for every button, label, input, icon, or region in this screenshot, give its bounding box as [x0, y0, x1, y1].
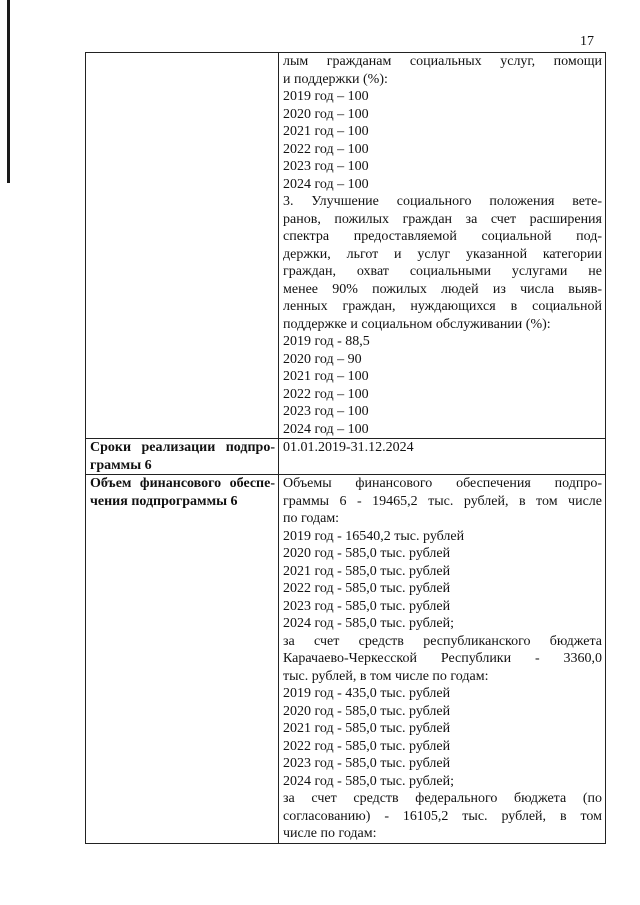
indicator-year-value: 2023 год – 100	[283, 159, 369, 174]
funding-year-value: 2022 год - 585,0 тыс. рублей	[283, 738, 451, 754]
funding-year-value: 2024 год - 585,0 тыс. рублей;	[283, 616, 455, 631]
funding-year-value: 2020 год - 585,0 тыс. рублей	[283, 703, 451, 719]
funding-year-value: 2021 год - 585,0 тыс. рублей	[283, 563, 451, 579]
funding-text-line: граммы 6 - 19465,2 тыс. рублей, в том числе	[283, 493, 602, 509]
funding-year-value: 2024 год - 585,0 тыс. рублей;	[283, 773, 455, 789]
indicator-year-value: 2019 год – 100	[283, 89, 369, 104]
indicator-year-value: 2022 год – 100	[283, 141, 369, 157]
indicator-text-line: держки, льгот и услуг указанной категории	[283, 246, 602, 262]
indicator-text-line: 3. Улучшение социального положения вете-	[283, 194, 602, 209]
funding-year-value: 2023 год - 585,0 тыс. рублей	[283, 756, 451, 771]
terms-label-line: Сроки реализации подпро-	[90, 440, 275, 455]
funding-year-value: 2019 год - 16540,2 тыс. рублей	[283, 528, 465, 544]
funding-text-line: тыс. рублей, в том числе по годам:	[283, 668, 489, 684]
indicator-year-value: 2022 год – 100	[283, 386, 369, 402]
terms-label-cell	[86, 439, 279, 475]
indicator-year-value: 2021 год – 100	[283, 369, 369, 384]
indicator-text-line: поддержке и социальном обслуживании (%):	[283, 316, 551, 332]
funding-text-line: по годам:	[283, 511, 340, 526]
indicator-text-line: менее 90% пожилых людей из числа выяв-	[283, 281, 602, 297]
subprogram-passport-table	[85, 52, 606, 844]
indicators-value-cell	[279, 53, 606, 439]
indicator-text-line: и поддержки (%):	[283, 71, 388, 87]
funding-row	[86, 475, 606, 844]
indicator-year-value: 2024 год – 100	[283, 421, 369, 437]
funding-value-cell	[279, 475, 606, 844]
terms-label-line: граммы 6	[90, 457, 152, 473]
page-number: 17	[580, 34, 594, 49]
indicator-text-line: граждан, охват социальными услугами не	[283, 264, 602, 279]
funding-text-line: за счет средств республиканского бюджета	[283, 633, 602, 649]
indicator-year-value: 2020 год – 100	[283, 106, 369, 122]
funding-year-value: 2020 год - 585,0 тыс. рублей	[283, 546, 451, 561]
funding-text-line: за счет средств федерального бюджета (по	[283, 791, 602, 806]
terms-value-cell	[279, 439, 606, 475]
indicator-year-value: 2021 год – 100	[283, 124, 369, 139]
terms-value: 01.01.2019-31.12.2024	[283, 440, 414, 455]
indicator-year-value: 2019 год - 88,5	[283, 334, 370, 349]
terms-row	[86, 439, 606, 475]
funding-text-line: Карачаево-Черкесской Республики - 3360,0	[283, 651, 602, 666]
indicator-year-value: 2023 год – 100	[283, 404, 369, 419]
funding-year-value: 2019 год - 435,0 тыс. рублей	[283, 686, 451, 701]
funding-text-line: числе по годам:	[283, 826, 377, 841]
funding-year-value: 2022 год - 585,0 тыс. рублей	[283, 581, 451, 596]
funding-text-line: согласованию) - 16105,2 тыс. рублей, в том	[283, 808, 602, 824]
funding-year-value: 2021 год - 585,0 тыс. рублей	[283, 721, 451, 736]
funding-year-value: 2023 год - 585,0 тыс. рублей	[283, 598, 451, 614]
indicators-label-cell	[86, 53, 279, 439]
funding-label-cell	[86, 475, 279, 844]
indicator-year-value: 2020 год – 90	[283, 351, 362, 367]
indicator-text-line: ленных граждан, нуждающихся в социальной	[283, 299, 602, 314]
indicator-text-line: спектра предоставляемой социальной под-	[283, 229, 602, 244]
scan-edge-mark	[7, 0, 10, 183]
indicator-text-line: лым гражданам социальных услуг, помощи	[283, 54, 602, 69]
funding-label-line: чения подпрограммы 6	[90, 493, 238, 509]
indicator-year-value: 2024 год – 100	[283, 176, 369, 192]
indicators-row	[86, 53, 606, 439]
funding-text-line: Объемы финансового обеспечения подпро-	[283, 476, 602, 491]
funding-label-line: Объем финансового обеспе-	[90, 476, 275, 491]
indicator-text-line: ранов, пожилых граждан за счет расширения	[283, 211, 602, 227]
